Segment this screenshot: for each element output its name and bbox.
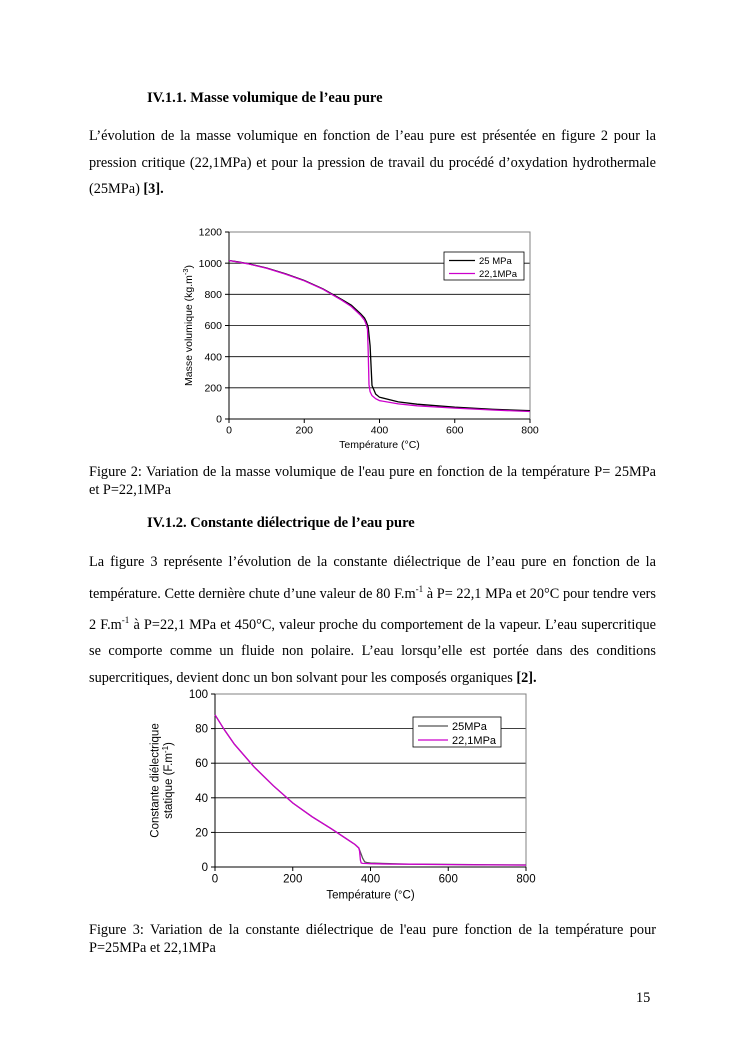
x-tick-label: 800 (521, 424, 539, 437)
y-tick-label: 1000 (198, 257, 222, 270)
y-tick-label: 600 (204, 320, 222, 333)
legend-label: 22,1MPa (452, 735, 497, 748)
y-axis-label-end: ) (183, 265, 195, 269)
x-tick-label: 0 (211, 873, 219, 886)
paragraph-constante-dielectrique (89, 549, 656, 691)
superscript: -1 (415, 583, 424, 594)
x-tick-label: 800 (516, 873, 536, 886)
y-tick-label: 20 (195, 827, 208, 840)
y-tick-label: 1200 (198, 226, 222, 239)
y-tick-label: 200 (204, 382, 222, 395)
y-tick-label: 40 (195, 792, 208, 805)
y-axis-label-text: Masse volumique (kg.m (183, 275, 195, 386)
figure2-caption: Figure 2: Variation de la masse volumique de l'eau pure en fonction de la température P= 25MPa et P=22,1MPa (89, 464, 656, 498)
y-axis-label: Constante diélectrique (149, 723, 162, 838)
paragraph-text-a: La figure 3 représente l’évolution de la constante diélectrique de l’eau pure en fonction de la température. Cette dernière chute d’une valeur de 80 F.m (89, 554, 656, 602)
superscript: -1 (121, 614, 130, 625)
dielectric-chart (0, 688, 745, 913)
paragraph-text-c: à P=22,1 MPa et 450°C, valeur proche du comportement de la vapeur. L’eau supercritique se comporte comme un fluide non polaire. L’eau lorsqu’elle est portée dans des conditions supercritiques, devient donc un bon solvant pour les composés organiques (89, 616, 656, 686)
citation-ref: [2]. (516, 669, 537, 686)
y-axis-label (181, 265, 195, 386)
x-axis-label: Température (°C) (339, 439, 420, 452)
legend-label: 22,1MPa (479, 269, 518, 281)
y-axis-label-end: ) (163, 742, 175, 746)
section-heading-masse-volumique: IV.1.1. Masse volumique de l’eau pure (147, 90, 383, 106)
x-axis-label: Température (°C) (326, 889, 415, 902)
figure3-caption: Figure 3: Variation de la constante diélectrique de l'eau pure fonction de la température pour P=25MPa et 22,1MPa (89, 922, 656, 956)
page-number: 15 (636, 990, 651, 1006)
x-tick-label: 600 (438, 873, 458, 886)
y-tick-label: 100 (188, 689, 208, 702)
paragraph-text-b: à P= 22,1 MPa et 20°C pour tendre vers 2 F.m (89, 585, 656, 633)
x-tick-label: 400 (370, 424, 389, 437)
y-tick-label: 400 (204, 351, 222, 364)
y-tick-label: 80 (195, 723, 208, 736)
x-tick-label: 600 (445, 424, 464, 437)
series-line-1 (229, 261, 530, 412)
x-tick-label: 0 (226, 424, 232, 437)
y-axis-label-sup: -3 (181, 268, 190, 276)
y-tick-label: 800 (204, 289, 222, 302)
y-tick-label: 0 (216, 413, 222, 426)
x-tick-label: 200 (295, 424, 314, 437)
y-tick-label: 60 (195, 758, 208, 771)
section-heading-constante-dielectrique: IV.1.2. Constante diélectrique de l’eau pure (147, 515, 415, 531)
y-axis-label-line2 (161, 742, 175, 819)
legend-label: 25 MPa (479, 256, 512, 268)
x-tick-label: 400 (360, 873, 381, 886)
x-tick-label: 200 (283, 873, 303, 886)
paragraph-masse-volumique (89, 123, 656, 203)
legend-label: 25MPa (452, 721, 487, 734)
paragraph-text: L’évolution de la masse volumique en fonction de l’eau pure est présentée en figure 2 pour la pression critique (22,1MPa) et pour la pression de travail du procédé d’oxydation hydrothermale (25MPa) (89, 128, 656, 197)
citation-ref: [3]. (143, 181, 164, 197)
y-axis-label-sup: -1 (161, 745, 170, 754)
y-axis-label-text: statique (F.m (163, 753, 175, 819)
y-tick-label: 0 (201, 862, 208, 875)
density-chart (0, 222, 745, 457)
